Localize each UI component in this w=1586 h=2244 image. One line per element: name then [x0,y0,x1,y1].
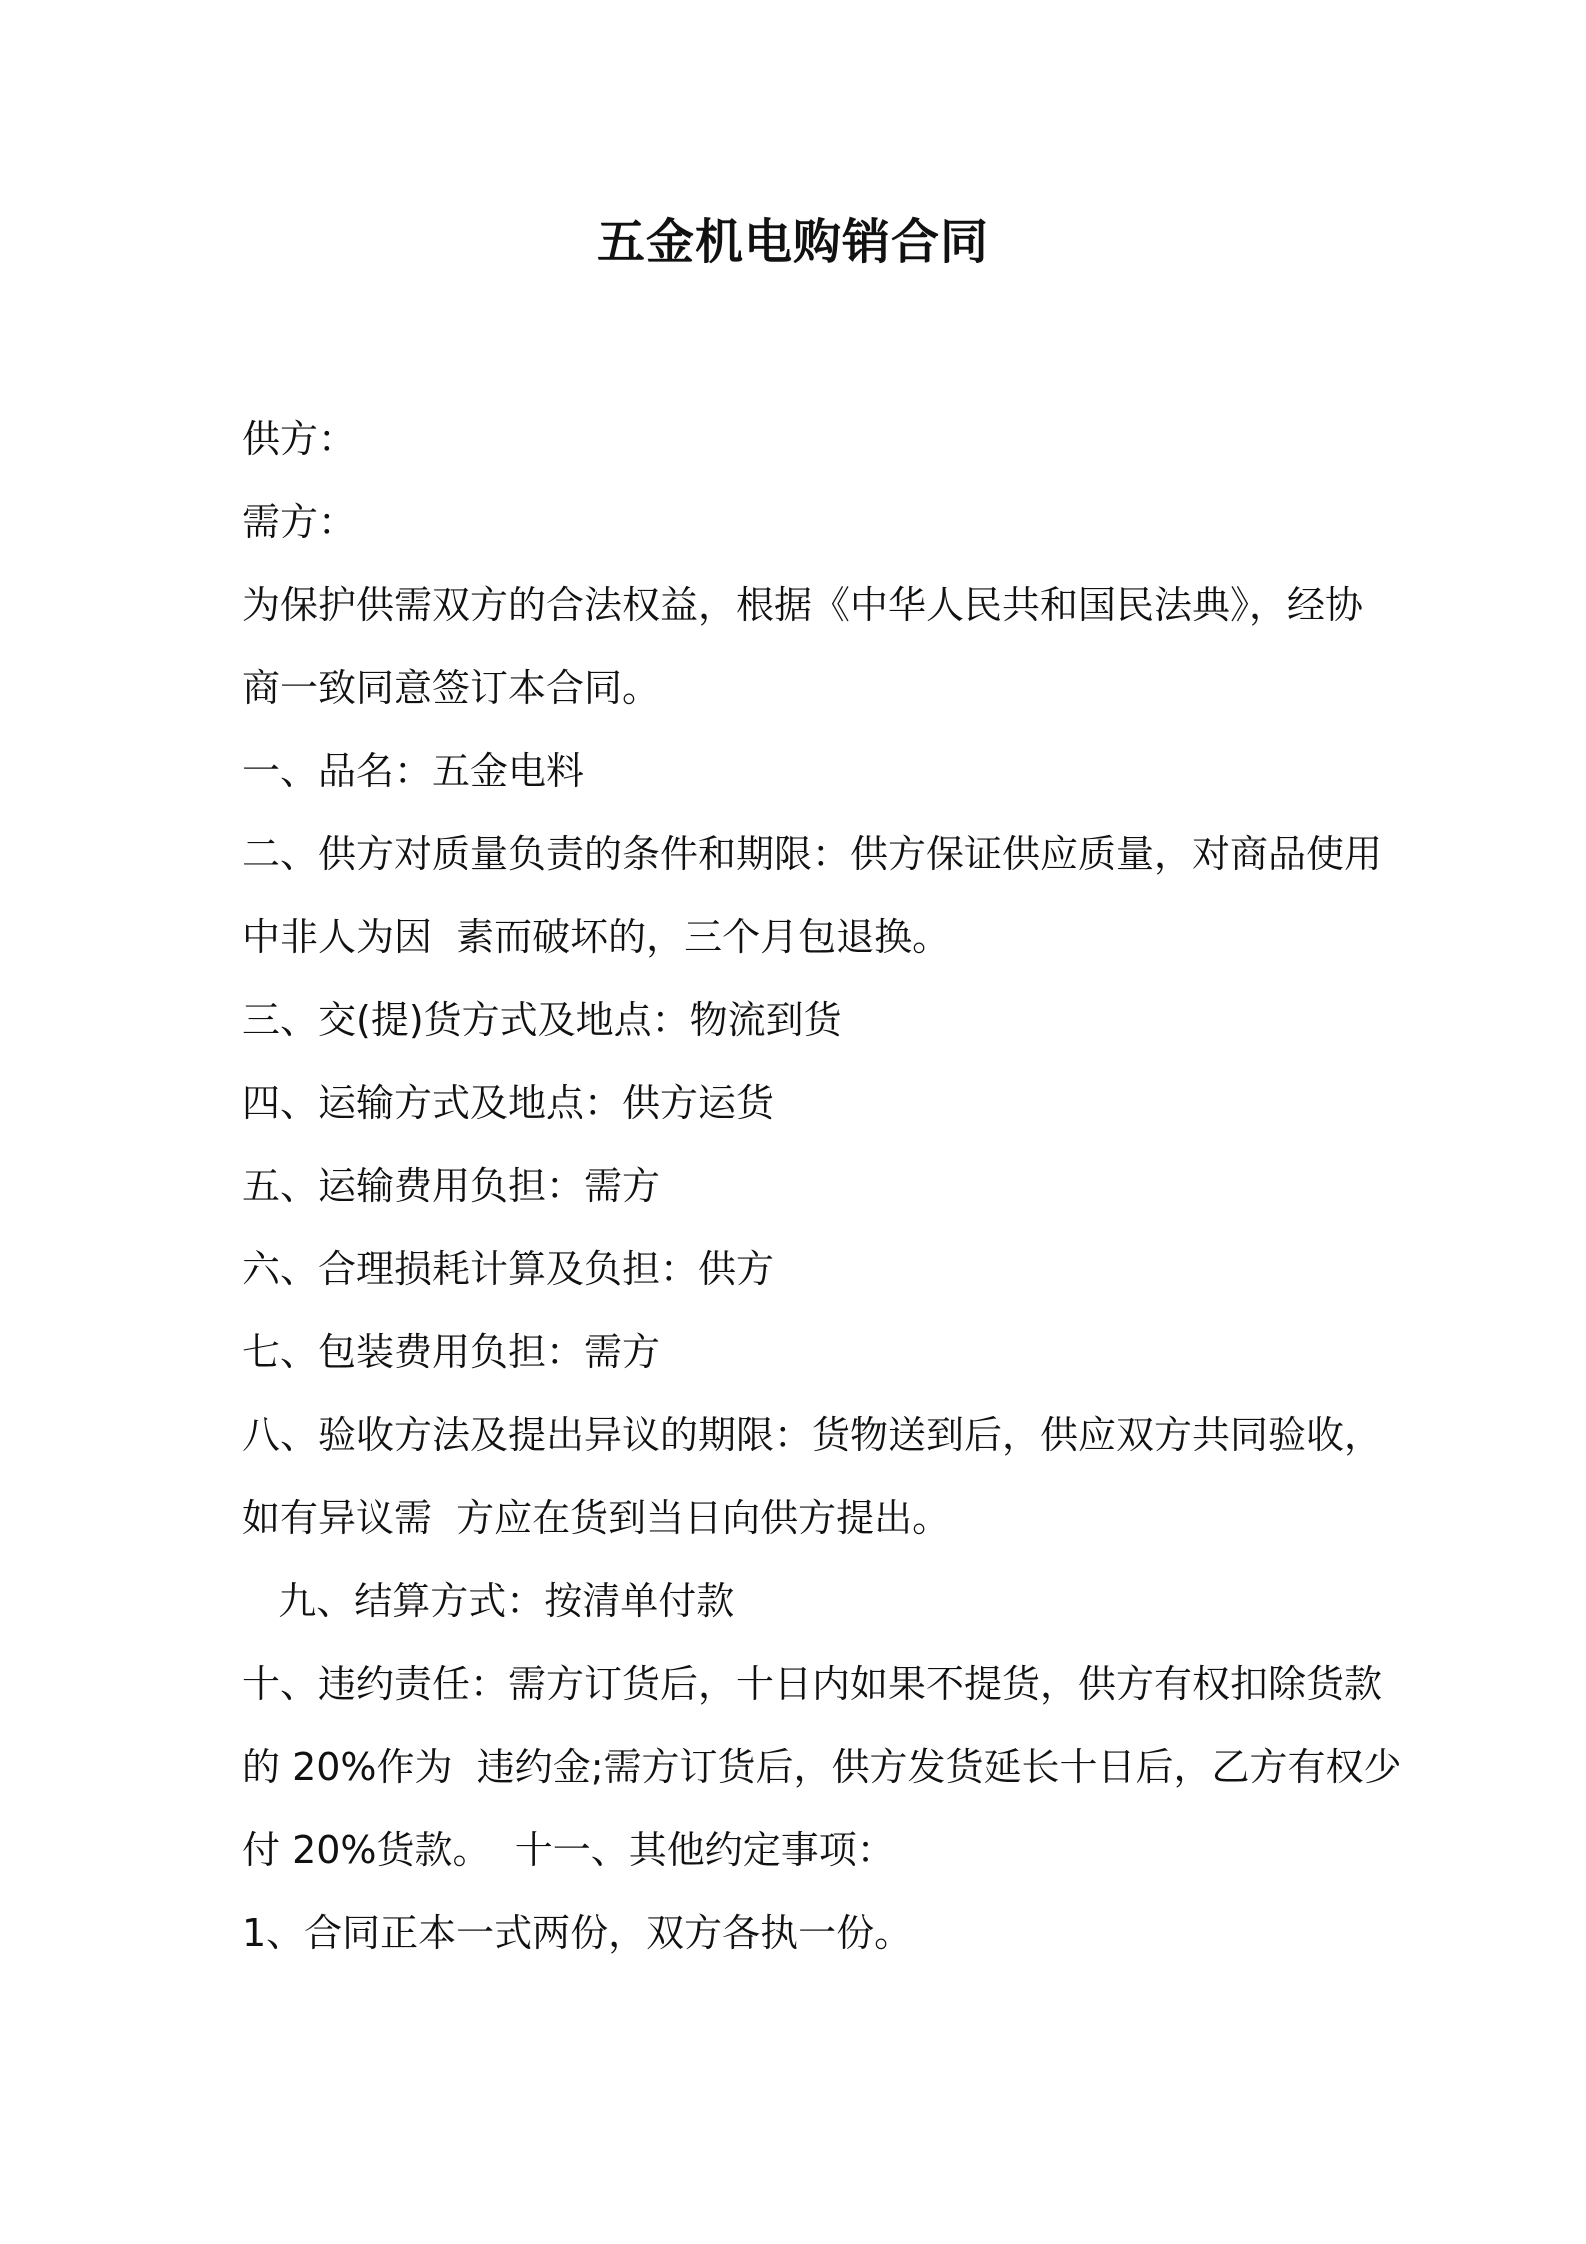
clause-5: 五、运输费用负担：需方 [242,1164,661,1208]
clause-4: 四、运输方式及地点：供方运货 [242,1081,775,1125]
clause-10-line-3: 付 20%货款。 十一、其他约定事项： [242,1828,895,1872]
preamble-line-2: 商一致同意签订本合同。 [242,666,661,710]
clause-7: 七、包装费用负担：需方 [242,1330,661,1374]
buyer-line: 需方： [242,500,357,544]
clause-9: 九、结算方式：按清单付款 [242,1579,735,1623]
clause-10-line-1: 十、违约责任：需方订货后，十日内如果不提货，供方有权扣除货款 [242,1662,1383,1706]
clause-10-line-2: 的 20%作为 违约金;需方订货后，供方发货延长十日后，乙方有权少 [242,1745,1402,1789]
preamble-line-1: 为保护供需双方的合法权益，根据《中华人民共和国民法典》，经协 [242,583,1364,627]
clause-8-line-2: 如有异议需 方应在货到当日向供方提出。 [242,1496,951,1540]
clause-3: 三、交(提)货方式及地点：物流到货 [242,998,842,1042]
supplier-line: 供方： [242,417,357,461]
clause-2-line-2: 中非人为因 素而破坏的，三个月包退换。 [242,915,951,959]
clause-6: 六、合理损耗计算及负担：供方 [242,1247,775,1291]
clause-1: 一、品名：五金电料 [242,749,585,793]
clause-8-line-1: 八、验收方法及提出异议的期限：货物送到后，供应双方共同验收， [242,1413,1383,1457]
clause-11-item-1: 1、合同正本一式两份，双方各执一份。 [242,1911,913,1955]
clause-2-line-1: 二、供方对质量负责的条件和期限：供方保证供应质量，对商品使用 [242,832,1383,876]
document-title: 五金机电购销合同 [596,214,989,270]
